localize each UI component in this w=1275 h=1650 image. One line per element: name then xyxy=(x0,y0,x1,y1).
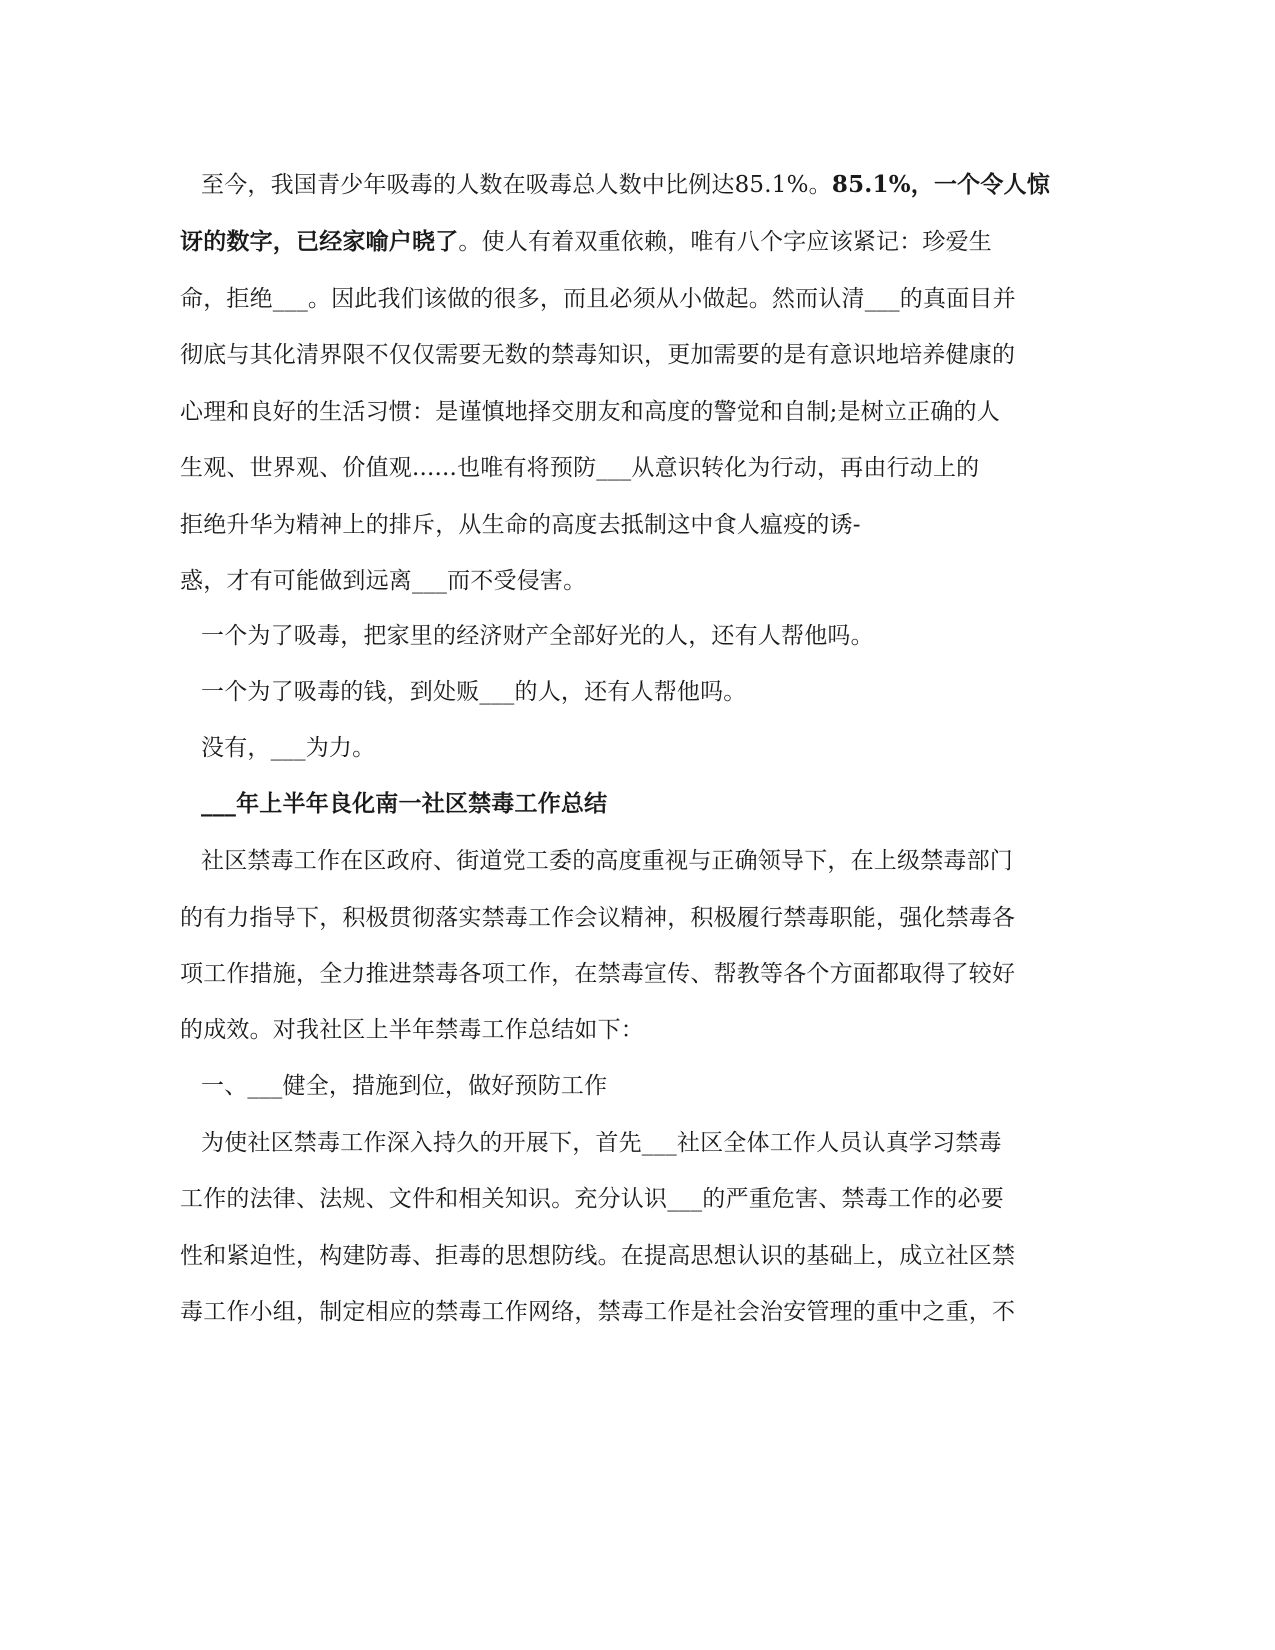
text-line xyxy=(180,340,1015,370)
text-line xyxy=(180,453,979,483)
text-run: 性和紧迫性，构建防毒、拒毒的思想防线。在提高思想认识的基础上，成立社区禁 xyxy=(180,1243,1016,1269)
subsection-heading xyxy=(201,1071,607,1101)
bold-text-run: 讶的数字，已经家喻户晓了 xyxy=(180,228,459,255)
text-line xyxy=(201,1128,1002,1158)
text-line xyxy=(201,846,1013,876)
text-line xyxy=(201,733,375,763)
text-run: 。使人有着双重依赖，唯有八个字应该紧记：珍爱生 xyxy=(458,229,993,255)
text-run: 命，拒绝___。因此我们该做的很多，而且必须从小做起。然而认清___的真面目并 xyxy=(180,286,1016,312)
text-line xyxy=(180,959,1015,989)
text-run: 至今，我国青少年吸毒的人数在吸毒总人数中比例达85.1%。 xyxy=(201,172,832,198)
text-line xyxy=(180,566,586,596)
text-run: 一个为了吸毒的钱，到处贩___的人，还有人帮他吗。 xyxy=(201,679,747,705)
text-line xyxy=(201,621,874,651)
text-run: 的成效。对我社区上半年禁毒工作总结如下： xyxy=(180,1017,644,1043)
text-run: 一、___健全，措施到位，做好预防工作 xyxy=(201,1073,608,1099)
text-line xyxy=(180,510,861,540)
text-line xyxy=(180,1297,1015,1327)
text-line xyxy=(180,284,1016,314)
text-run: 工作的法律、法规、文件和相关知识。充分认识___的严重危害、禁毒工作的必要 xyxy=(180,1186,1004,1212)
text-run: 没有，___为力。 xyxy=(201,735,376,761)
text-run: 社区禁毒工作在区政府、街道党工委的高度重视与正确领导下，在上级禁毒部门 xyxy=(201,848,1013,874)
text-line xyxy=(180,397,1000,427)
text-line xyxy=(180,1015,644,1045)
text-run: 的有力指导下，积极贯彻落实禁毒工作会议精神，积极履行禁毒职能，强化禁毒各 xyxy=(180,905,1016,931)
text-line xyxy=(201,170,1050,200)
text-line xyxy=(201,677,747,707)
section-heading xyxy=(201,789,607,819)
bold-text-run: 85.1%，一个令人惊 xyxy=(831,171,1050,198)
heading-text: ___年上半年良化南一社区禁毒工作总结 xyxy=(201,790,608,817)
text-run: 心理和良好的生活习惯：是谨慎地择交朋友和高度的警觉和自制;是树立正确的人 xyxy=(180,399,1000,425)
text-run: 彻底与其化清界限不仅仅需要无数的禁毒知识，更加需要的是有意识地培养健康的 xyxy=(180,342,1016,368)
text-run: 一个为了吸毒，把家里的经济财产全部好光的人，还有人帮他吗。 xyxy=(201,623,874,649)
text-line xyxy=(180,903,1015,933)
text-run: 生观、世界观、价值观......也唯有将预防___从意识转化为行动，再由行动上的 xyxy=(180,455,980,481)
text-run: 为使社区禁毒工作深入持久的开展下，首先___社区全体工作人员认真学习禁毒 xyxy=(201,1130,1002,1156)
text-run: 毒工作小组，制定相应的禁毒工作网络，禁毒工作是社会治安管理的重中之重，不 xyxy=(180,1299,1016,1325)
text-run: 项工作措施，全力推进禁毒各项工作，在禁毒宣传、帮教等各个方面都取得了较好 xyxy=(180,961,1016,987)
text-run: 拒绝升华为精神上的排斥，从生命的高度去抵制这中食人瘟疫的诱- xyxy=(180,512,861,538)
text-line xyxy=(180,1184,1004,1214)
text-line xyxy=(180,1241,1015,1271)
text-run: 惑，才有可能做到远离___而不受侵害。 xyxy=(180,568,587,594)
text-line xyxy=(180,227,992,257)
